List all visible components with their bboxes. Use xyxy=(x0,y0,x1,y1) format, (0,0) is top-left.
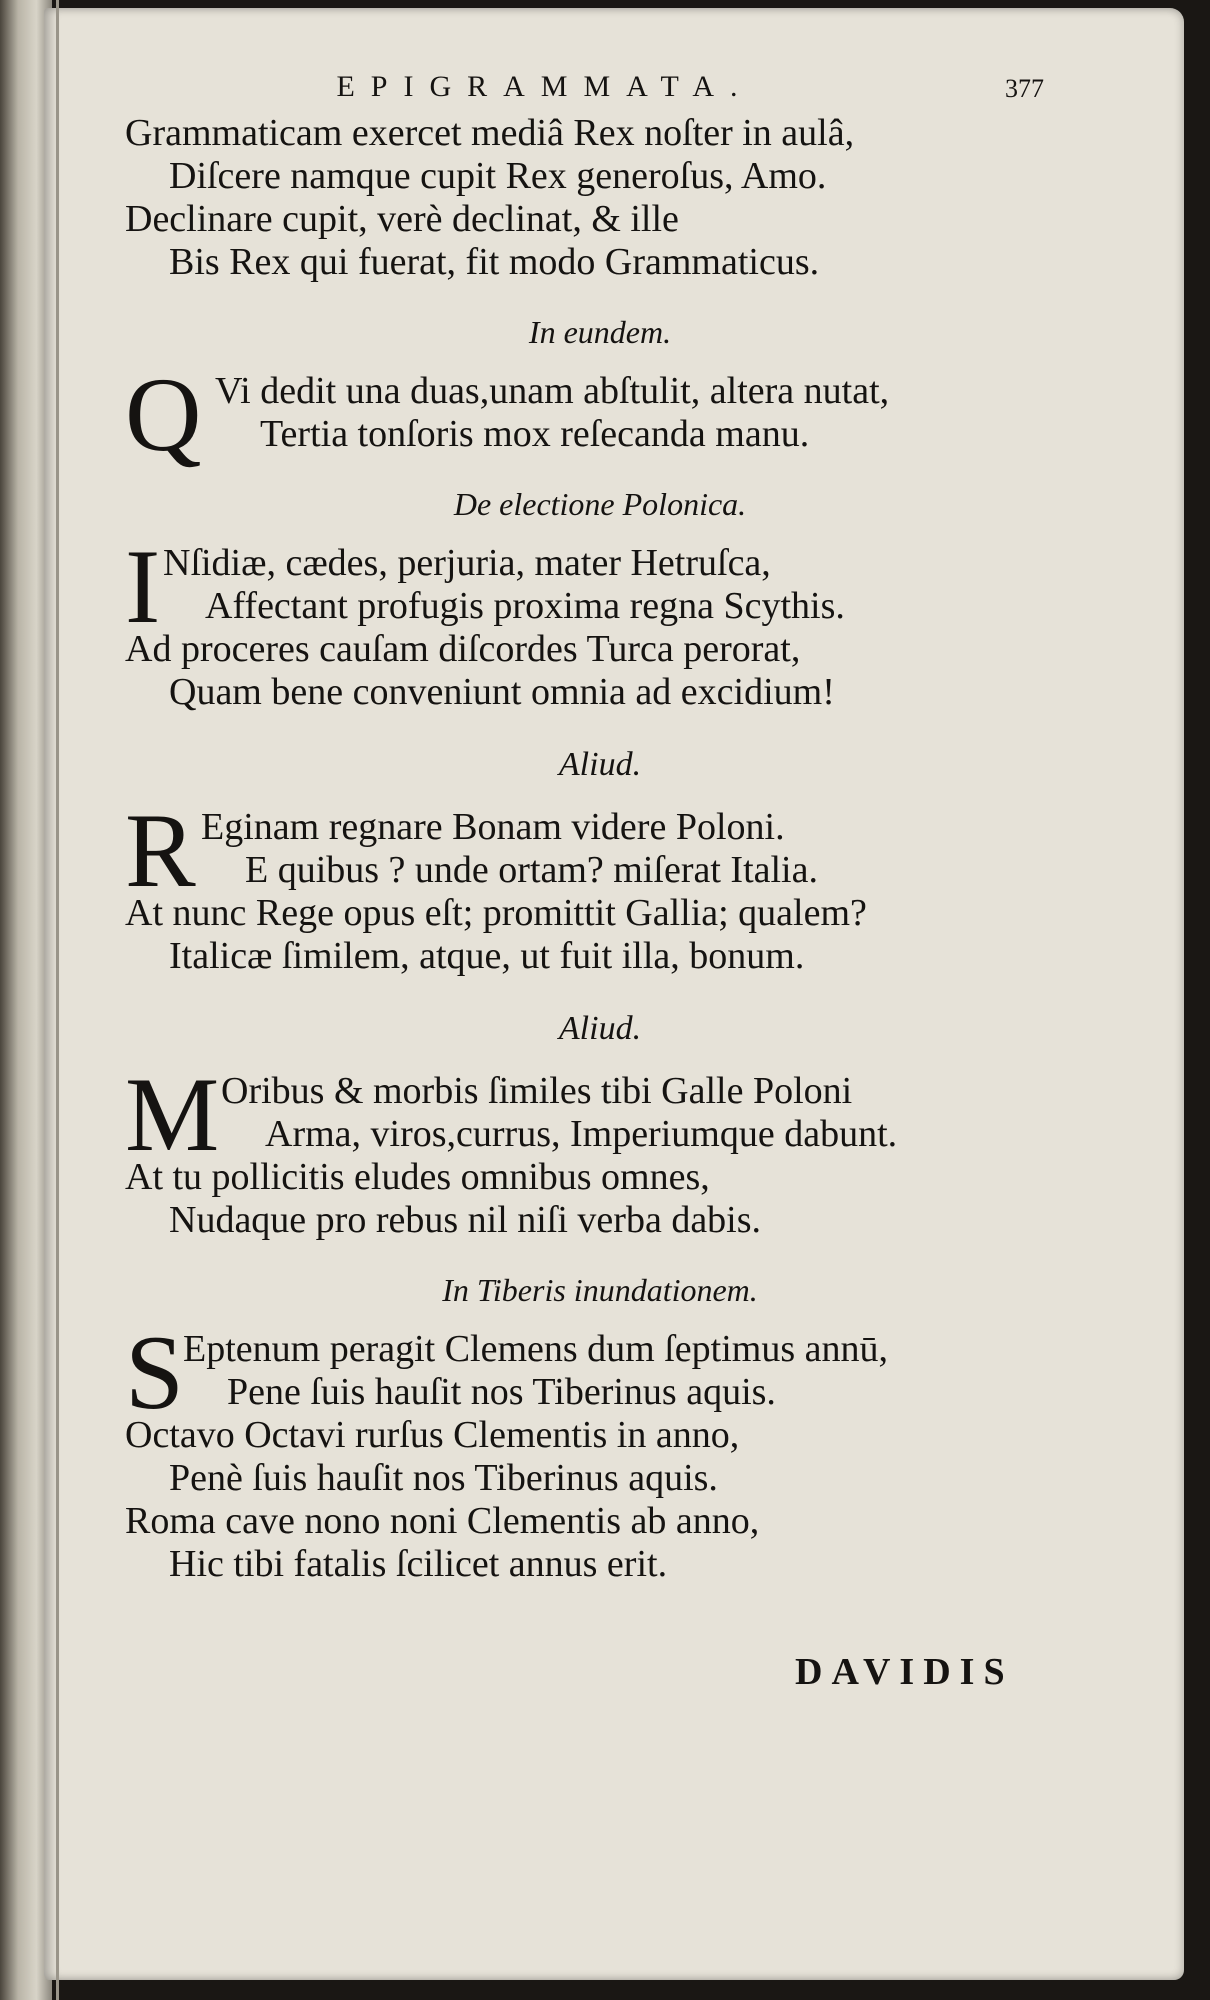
poem-opening xyxy=(125,112,1075,284)
gutter xyxy=(56,0,59,2000)
verse-line: E quibus ? unde ortam? miſerat Italia. xyxy=(245,849,818,891)
poem-heading: In eundem. xyxy=(528,314,672,350)
verse-line: At tu pollicitis eludes omnibus omnes, xyxy=(125,1156,710,1198)
verse-line: Italicæ ſimilem, atque, ut fuit illa, bonum. xyxy=(169,935,805,977)
page-number: 377 xyxy=(1005,74,1044,103)
poem-in-tiberis xyxy=(125,1314,1075,1586)
verse-line: Hic tibi fatalis ſcilicet annus erit. xyxy=(169,1543,668,1585)
verse-line: Ad proceres cauſam diſcordes Turca perorat, xyxy=(125,628,801,670)
poem-aliud-2 xyxy=(125,1056,1075,1242)
verse-line: Oribus & morbis ſimiles tibi Galle Poloni xyxy=(221,1070,853,1112)
drop-cap: Q xyxy=(125,356,202,473)
poem-heading: De electione Polonica. xyxy=(453,486,747,522)
verse-line: Grammaticam exercet mediâ Rex noſter in aulâ, xyxy=(125,112,855,154)
verse-line: Eptenum peragit Clemens dum ſeptimus annū, xyxy=(183,1328,888,1370)
verse-line: Quam bene conveniunt omnia ad excidium! xyxy=(169,671,835,713)
poem-heading: In Tiberis inundationem. xyxy=(442,1272,758,1308)
poem-aliud-1 xyxy=(125,792,1075,978)
verse-line: Roma cave nono noni Clementis ab anno, xyxy=(125,1500,760,1542)
verse-line: At nunc Rege opus eſt; promittit Gallia; qualem? xyxy=(125,892,867,934)
poem-in-eundem xyxy=(125,356,1075,473)
drop-cap: S xyxy=(125,1314,184,1431)
page-content xyxy=(125,60,1075,1693)
verse-line: Diſcere namque cupit Rex generoſus, Amo. xyxy=(169,155,827,197)
verse-line: Bis Rex qui fuerat, fit modo Grammaticus. xyxy=(169,241,820,283)
drop-cap: M xyxy=(125,1056,220,1173)
verse-line: Vi dedit una duas,unam abſtulit, altera nutat, xyxy=(215,370,890,412)
verse-line: Penè ſuis hauſit nos Tiberinus aquis. xyxy=(169,1457,718,1499)
verse-line: Tertia tonſoris mox reſecanda manu. xyxy=(260,413,810,455)
verse-line: Nudaque pro rebus nil niſi verba dabis. xyxy=(169,1199,762,1241)
verse-line: Declinare cupit, verè declinat, & ille xyxy=(125,198,679,240)
verse-line: Pene ſuis hauſit nos Tiberinus aquis. xyxy=(227,1371,776,1413)
verse-line: Octavo Octavi rurſus Clementis in anno, xyxy=(125,1414,740,1456)
poem-de-electione xyxy=(125,528,1075,714)
verse-line: Affectant profugis proxima regna Scythis. xyxy=(205,585,845,627)
drop-cap: I xyxy=(125,528,161,645)
running-title: EPIGRAMMATA. xyxy=(336,70,754,103)
verse-line: Arma, viros,currus, Imperiumque dabunt. xyxy=(265,1113,898,1155)
verse-line: Nſidiæ, cædes, perjuria, mater Hetruſca, xyxy=(163,542,771,584)
drop-cap: R xyxy=(125,792,196,909)
poem-heading: Aliud. xyxy=(558,1010,642,1047)
poem-heading: Aliud. xyxy=(558,746,642,783)
verse-line: Eginam regnare Bonam videre Poloni. xyxy=(201,806,785,848)
catchword: DAVIDIS xyxy=(795,1651,1014,1693)
running-head xyxy=(125,60,1075,112)
